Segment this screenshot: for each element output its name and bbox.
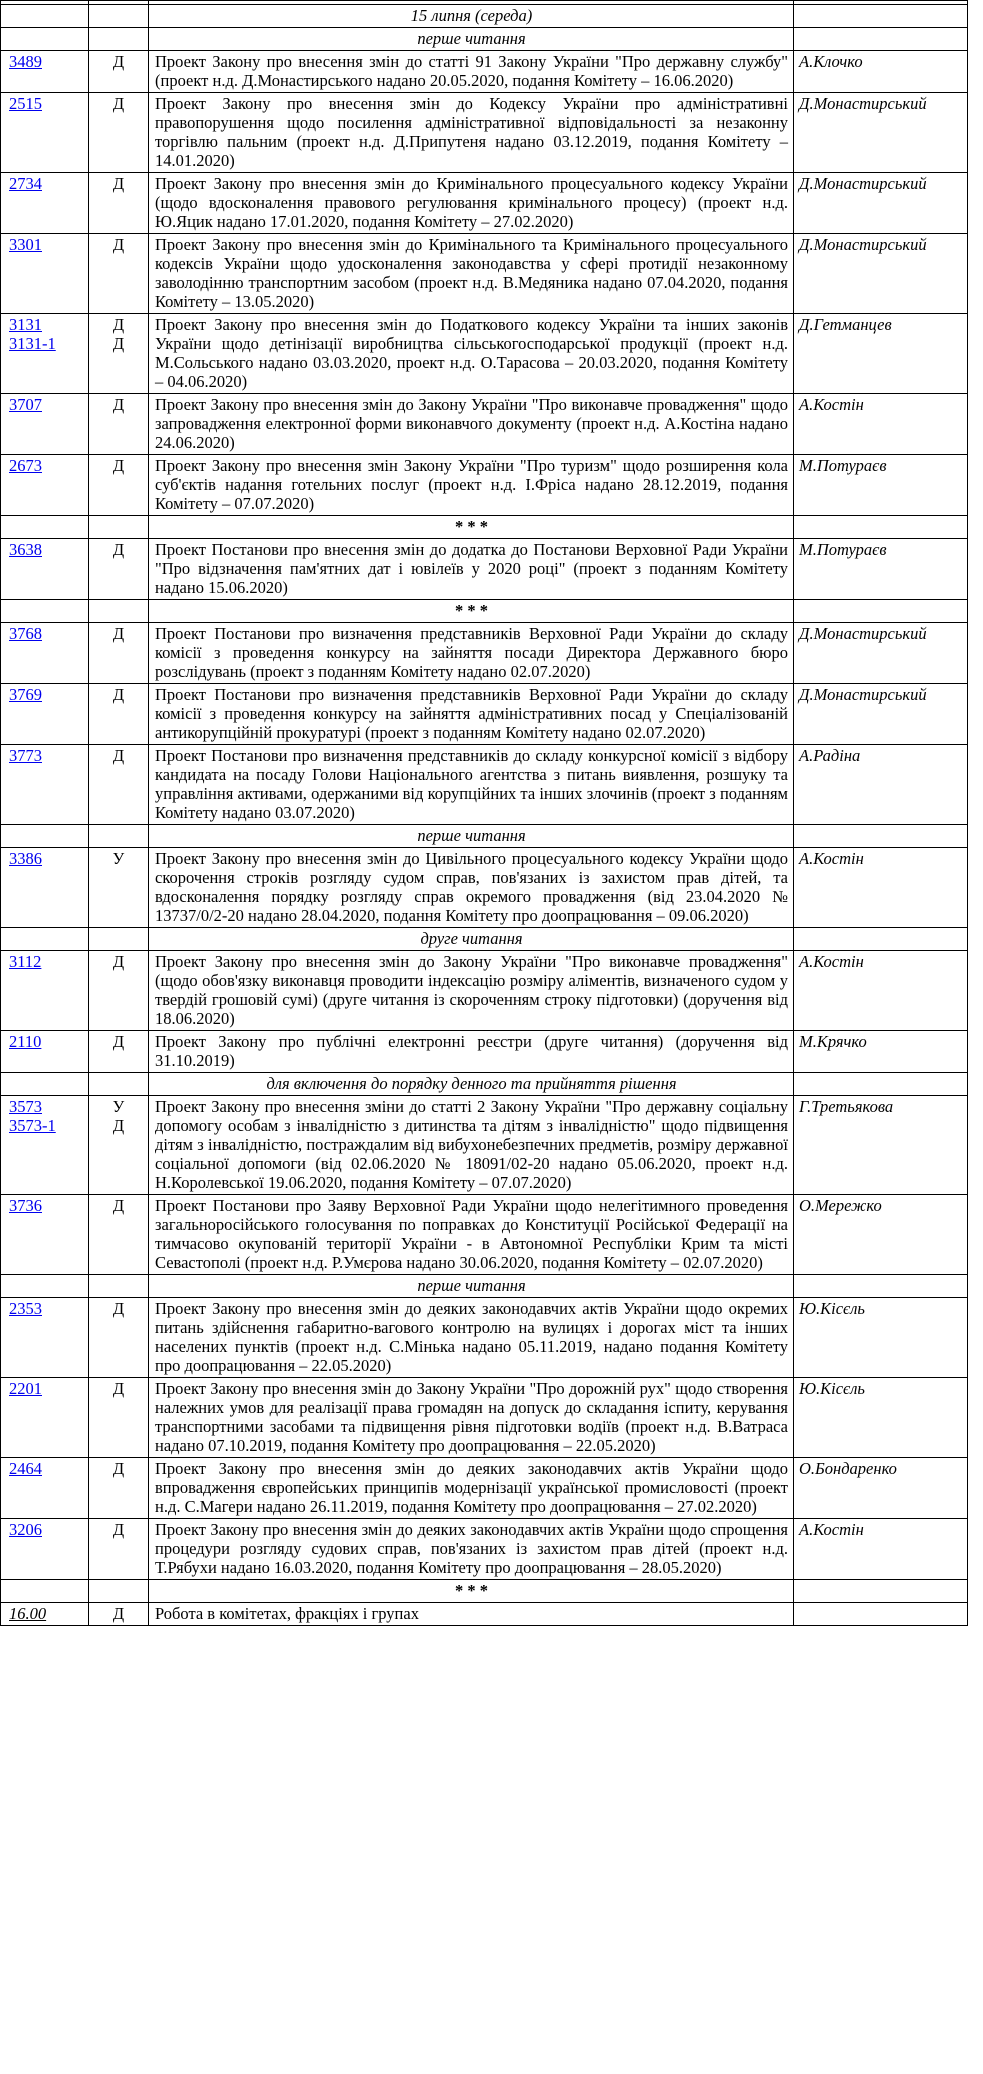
empty-cell xyxy=(89,928,149,951)
status-letter-cell xyxy=(89,234,149,314)
bill-numbers-cell xyxy=(1,314,89,394)
table-row xyxy=(1,234,968,314)
status-letter: Д xyxy=(112,1459,125,1478)
separator-row xyxy=(1,600,968,623)
empty-cell xyxy=(89,600,149,623)
empty-cell xyxy=(794,1603,968,1626)
status-letter-cell xyxy=(89,539,149,600)
activity-label: Робота в комітетах, фракціях і групах xyxy=(149,1603,794,1626)
empty-cell xyxy=(794,28,968,51)
bill-title: Проект Закону про внесення змін до Цивільного процесуального кодексу України щодо скорочення строків розгляду судом справ, пов'язаних із захистом прав дітей, та вдосконалення порядку розгляду справ окремого провадження (від 23.04.2020 № 13737/0/2-20 надано 28.04.2020, подання Комітету про доопрацювання – 09.06.2020) xyxy=(149,848,794,928)
bill-title: Проект Закону про внесення змін до Податкового кодексу України та інших законів України щодо детінізації виробництва сільськогосподарської продукції (проект н.д. М.Сольського надано 03.03.2020, проект н.д. О.Тарасова – 20.03.2020, подання Комітету – 04.06.2020) xyxy=(149,314,794,394)
status-letter-cell xyxy=(89,1378,149,1458)
bill-title: Проект Закону про внесення змін до Кодексу України про адміністративні правопорушення щодо посилення адміністративної відповідальності за незаконну торгівлю пальним (проект н.д. Д.Припутеня надано 03.12.2019, подання Комітету – 14.01.2020) xyxy=(149,93,794,173)
time-row xyxy=(1,1603,968,1626)
author-name: А.Костін xyxy=(794,1519,968,1580)
author-name: Д.Гетманцев xyxy=(794,314,968,394)
bill-link[interactable]: 3112 xyxy=(9,952,42,971)
empty-cell xyxy=(89,1580,149,1603)
section-header: перше читання xyxy=(149,28,794,51)
bill-link[interactable]: 3573 xyxy=(9,1097,42,1116)
bill-title: Проект Закону про внесення зміни до статті 2 Закону України "Про державну соціальну допомогу особам з інвалідністю з дитинства та дітям з інвалідністю" щодо підвищення дітям з інвалідністю, постраждалим від вибухонебезпечних предметів, розміру державної соціальної допомоги (від 02.06.2020 № 18091/02-20 надано 05.06.2020, проект н.д. Н.Королевської 19.06.2020, подання Комітету – 07.07.2020) xyxy=(149,1096,794,1195)
status-letter: Д xyxy=(112,1604,125,1623)
bill-link[interactable]: 3131-1 xyxy=(9,334,56,353)
status-letter: У xyxy=(112,849,125,868)
bill-title: Проект Постанови про визначення представників Верховної Ради України до складу комісії з проведення конкурсу на зайняття посади Директора Державного бюро розслідувань (проект з поданням Комітету надано 02.07.2020) xyxy=(149,623,794,684)
empty-cell xyxy=(794,600,968,623)
bill-numbers-cell xyxy=(1,1195,89,1275)
table-row xyxy=(1,455,968,516)
status-letter: Д xyxy=(112,1116,125,1135)
author-name: Ю.Кісєль xyxy=(794,1298,968,1378)
table-row xyxy=(1,93,968,173)
status-letter-cell xyxy=(89,745,149,825)
status-letter-cell xyxy=(89,173,149,234)
status-letter-cell xyxy=(89,394,149,455)
bill-numbers-cell xyxy=(1,623,89,684)
table-row xyxy=(1,745,968,825)
author-name: А.Клочко xyxy=(794,51,968,93)
bill-link[interactable]: 3736 xyxy=(9,1196,42,1215)
section-row xyxy=(1,825,968,848)
section-header: 15 липня (середа) xyxy=(149,5,794,28)
bill-numbers-cell xyxy=(1,394,89,455)
table-row xyxy=(1,394,968,455)
bill-link[interactable]: 3386 xyxy=(9,849,42,868)
section-header: для включення до порядку денного та прийняття рішення xyxy=(149,1073,794,1096)
empty-cell xyxy=(89,516,149,539)
empty-cell xyxy=(1,1275,89,1298)
empty-cell xyxy=(1,825,89,848)
bill-title: Проект Закону про внесення змін Закону України "Про туризм" щодо розширення кола суб'єктів надання готельних послуг (проект н.д. І.Фріса надано 28.12.2019, подання Комітету – 07.07.2020) xyxy=(149,455,794,516)
bill-title: Проект Закону про внесення змін до Закону України "Про виконавче провадження" (щодо обов'язку виконавця проводити індексацію розміру аліментів, визначеного судом у твердій грошовій сумі) (друге читання із скороченням строку підготовки) (доручення від 18.06.2020) xyxy=(149,951,794,1031)
bill-link[interactable]: 2673 xyxy=(9,456,42,475)
section-header: перше читання xyxy=(149,825,794,848)
status-letter-cell xyxy=(89,1195,149,1275)
bill-numbers-cell xyxy=(1,684,89,745)
table-row xyxy=(1,173,968,234)
empty-cell xyxy=(794,516,968,539)
bill-link[interactable]: 2734 xyxy=(9,174,42,193)
status-letter: Д xyxy=(112,456,125,475)
bill-link[interactable]: 3206 xyxy=(9,1520,42,1539)
status-letter: Д xyxy=(112,395,125,414)
table-row xyxy=(1,51,968,93)
author-name: М.Крячко xyxy=(794,1031,968,1073)
status-letter: Д xyxy=(112,235,125,254)
bill-numbers-cell xyxy=(1,1519,89,1580)
section-row xyxy=(1,5,968,28)
separator-stars: * * * xyxy=(149,1580,794,1603)
author-name: А.Костін xyxy=(794,951,968,1031)
status-letter: Д xyxy=(112,94,125,113)
bill-title: Проект Постанови про визначення представників Верховної Ради України до складу комісії з проведення конкурсу на зайняття адміністративних посад у Спеціалізованій антикорупційній прокуратурі (проект з поданням Комітету надано 02.07.2020) xyxy=(149,684,794,745)
bill-numbers-cell xyxy=(1,1031,89,1073)
bill-link[interactable]: 2110 xyxy=(9,1032,42,1051)
author-name: О.Бондаренко xyxy=(794,1458,968,1519)
bill-link[interactable]: 3773 xyxy=(9,746,42,765)
author-name: Ю.Кісєль xyxy=(794,1378,968,1458)
bill-numbers-cell xyxy=(1,1458,89,1519)
bill-numbers-cell xyxy=(1,173,89,234)
status-letter-cell xyxy=(89,1458,149,1519)
status-letter-cell xyxy=(89,93,149,173)
table-row xyxy=(1,1519,968,1580)
status-letter: Д xyxy=(112,1299,125,1318)
author-name: М.Потураєв xyxy=(794,539,968,600)
status-letter-cell xyxy=(89,51,149,93)
section-row xyxy=(1,1275,968,1298)
bill-numbers-cell xyxy=(1,951,89,1031)
bill-numbers-cell xyxy=(1,234,89,314)
status-letter: Д xyxy=(112,540,125,559)
status-letter: Д xyxy=(112,1196,125,1215)
table-row xyxy=(1,1298,968,1378)
table-row xyxy=(1,623,968,684)
bill-title: Проект Закону про внесення змін до Кримінального процесуального кодексу України (щодо вдосконалення правового регулювання кримінального процесу) (проект н.д. Ю.Яцик надано 17.01.2020, подання Комітету – 27.02.2020) xyxy=(149,173,794,234)
bill-link[interactable]: 3768 xyxy=(9,624,42,643)
status-letter: Д xyxy=(112,174,125,193)
status-letter: У xyxy=(112,1097,125,1116)
empty-cell xyxy=(1,1073,89,1096)
empty-cell xyxy=(794,1275,968,1298)
bill-link[interactable]: 3707 xyxy=(9,395,42,414)
status-letter-cell xyxy=(89,314,149,394)
empty-cell xyxy=(89,28,149,51)
author-name: А.Костін xyxy=(794,848,968,928)
bill-numbers-cell xyxy=(1,745,89,825)
status-letter-cell xyxy=(89,455,149,516)
author-name: Д.Монастирський xyxy=(794,234,968,314)
empty-cell xyxy=(89,1275,149,1298)
status-letter: Д xyxy=(112,746,125,765)
separator-stars: * * * xyxy=(149,600,794,623)
bill-numbers-cell xyxy=(1,848,89,928)
empty-cell xyxy=(794,1580,968,1603)
bill-title: Проект Закону про внесення змін до статті 91 Закону України "Про державну службу" (проект н.д. Д.Монастирського надано 20.05.2020, подання Комітету – 16.06.2020) xyxy=(149,51,794,93)
author-name: Д.Монастирський xyxy=(794,684,968,745)
author-name: О.Мережко xyxy=(794,1195,968,1275)
table-row xyxy=(1,1458,968,1519)
author-name: Д.Монастирський xyxy=(794,93,968,173)
time-label: 16.00 xyxy=(9,1604,47,1623)
bill-title: Проект Постанови про внесення змін до додатка до Постанови Верховної Ради України "Про відзначення пам'ятних дат і ювілеїв у 2020 році" (проект з поданням Комітету надано 15.06.2020) xyxy=(149,539,794,600)
table-row xyxy=(1,314,968,394)
status-letter: Д xyxy=(112,52,125,71)
status-letter-cell xyxy=(89,951,149,1031)
bill-numbers-cell xyxy=(1,1298,89,1378)
empty-cell xyxy=(794,1073,968,1096)
status-letter: Д xyxy=(112,685,125,704)
status-letter: Д xyxy=(112,1379,125,1398)
bill-title: Проект Закону про внесення змін до деяких законодавчих актів України щодо впровадження європейських принципів модернізації української промисловості (проект н.д. С.Магери надано 26.11.2019, подання Комітету про доопрацювання – 27.02.2020) xyxy=(149,1458,794,1519)
separator-stars: * * * xyxy=(149,516,794,539)
bill-link[interactable]: 3769 xyxy=(9,685,42,704)
bill-numbers-cell xyxy=(1,93,89,173)
table-row xyxy=(1,1096,968,1195)
section-header: друге читання xyxy=(149,928,794,951)
status-letter-cell xyxy=(89,1298,149,1378)
status-letter: Д xyxy=(112,315,125,334)
table-row xyxy=(1,951,968,1031)
status-letter: Д xyxy=(112,334,125,353)
status-letter: Д xyxy=(112,952,125,971)
bill-title: Проект Закону про внесення змін до деяких законодавчих актів України щодо спрощення процедури розгляду судових справ, пов'язаних із захистом прав дітей (проект н.д. Т.Рябухи надано 16.03.2020, подання Комітету про доопрацювання – 28.05.2020) xyxy=(149,1519,794,1580)
bill-title: Проект Постанови про Заяву Верховної Ради України щодо нелегітимного проведення загальноросійського голосування по поправках до Конституції Російської Федерації на тимчасово окупованій території України - в Автономної Республіки Крим та місті Севастополі (проект н.д. Р.Умєрова надано 30.06.2020, подання Комітету – 02.07.2020) xyxy=(149,1195,794,1275)
empty-cell xyxy=(89,825,149,848)
status-letter-cell xyxy=(89,1096,149,1195)
bill-title: Проект Закону про внесення змін до Закону України "Про виконавче провадження" щодо запровадження електронної форми виконавчого документу (проект н.д. А.Костіна надано 24.06.2020) xyxy=(149,394,794,455)
author-name: А.Костін xyxy=(794,394,968,455)
empty-cell xyxy=(794,825,968,848)
empty-cell xyxy=(1,1580,89,1603)
bill-numbers-cell xyxy=(1,51,89,93)
empty-cell xyxy=(1,928,89,951)
status-letter-cell xyxy=(89,1519,149,1580)
status-letter: Д xyxy=(112,1520,125,1539)
bill-numbers-cell xyxy=(1,1378,89,1458)
bill-link[interactable]: 2201 xyxy=(9,1379,42,1398)
empty-cell xyxy=(1,5,89,28)
bill-numbers-cell xyxy=(1,455,89,516)
table-row xyxy=(1,1031,968,1073)
bill-link[interactable]: 2515 xyxy=(9,94,42,113)
empty-cell xyxy=(89,5,149,28)
bill-link[interactable]: 2353 xyxy=(9,1299,42,1318)
status-letter-cell xyxy=(89,684,149,745)
status-letter-cell xyxy=(89,1031,149,1073)
empty-cell xyxy=(794,928,968,951)
bill-link[interactable]: 3301 xyxy=(9,235,42,254)
author-name: Д.Монастирський xyxy=(794,173,968,234)
section-header: перше читання xyxy=(149,1275,794,1298)
bill-title: Проект Закону про внесення змін до деяких законодавчих актів України щодо окремих питань здійснення габаритно-вагового контролю на вулицях і дорогах міст та інших населених пунктів (проект н.д. С.Мінька надано 05.11.2019, надано подання Комітету про доопрацювання – 22.05.2020) xyxy=(149,1298,794,1378)
table-row xyxy=(1,848,968,928)
bill-title: Проект Постанови про визначення представників до складу конкурсної комісії з відбору кандидата на посаду Голови Національного агентства з питань виявлення, розшуку та управління активами, одержаними від корупційних та інших злочинів (проект з поданням Комітету надано 03.07.2020) xyxy=(149,745,794,825)
bill-link[interactable]: 3131 xyxy=(9,315,42,334)
bill-link[interactable]: 3573-1 xyxy=(9,1116,56,1135)
empty-cell xyxy=(1,516,89,539)
empty-cell xyxy=(89,1073,149,1096)
author-name: М.Потураєв xyxy=(794,455,968,516)
status-letter-cell xyxy=(89,1603,149,1626)
bill-numbers-cell xyxy=(1,1096,89,1195)
bill-link[interactable]: 2464 xyxy=(9,1459,42,1478)
separator-row xyxy=(1,1580,968,1603)
table-row xyxy=(1,1378,968,1458)
bill-numbers-cell xyxy=(1,539,89,600)
separator-row xyxy=(1,516,968,539)
status-letter-cell xyxy=(89,848,149,928)
status-letter-cell xyxy=(89,623,149,684)
empty-cell xyxy=(1,28,89,51)
status-letter: Д xyxy=(112,1032,125,1051)
table-row xyxy=(1,539,968,600)
bill-title: Проект Закону про внесення змін до Кримінального та Кримінального процесуального кодексів України щодо удосконалення законодавства у сфері протидії незаконному заволодінню транспортним засобом (проект н.д. В.Медяника надано 07.04.2020, подання Комітету – 13.05.2020) xyxy=(149,234,794,314)
table-row xyxy=(1,1195,968,1275)
bill-link[interactable]: 3489 xyxy=(9,52,42,71)
author-name: Г.Третьякова xyxy=(794,1096,968,1195)
section-row xyxy=(1,928,968,951)
status-letter: Д xyxy=(112,624,125,643)
bill-title: Проект Закону про публічні електронні реєстри (друге читання) (доручення від 31.10.2019) xyxy=(149,1031,794,1073)
table-row xyxy=(1,684,968,745)
empty-cell xyxy=(794,5,968,28)
author-name: А.Радіна xyxy=(794,745,968,825)
section-row xyxy=(1,28,968,51)
author-name: Д.Монастирський xyxy=(794,623,968,684)
empty-cell xyxy=(1,600,89,623)
section-row xyxy=(1,1073,968,1096)
bill-title: Проект Закону про внесення змін до Закону України "Про дорожній рух" щодо створення належних умов для реалізації права громадян на допуск до складання іспиту, керування транспортними засобами та підвищення рівня підготовки водіїв (проект н.д. В.Ватраса надано 07.10.2019, подання Комітету про доопрацювання – 22.05.2020) xyxy=(149,1378,794,1458)
bill-link[interactable]: 3638 xyxy=(9,540,42,559)
time-cell xyxy=(1,1603,89,1626)
